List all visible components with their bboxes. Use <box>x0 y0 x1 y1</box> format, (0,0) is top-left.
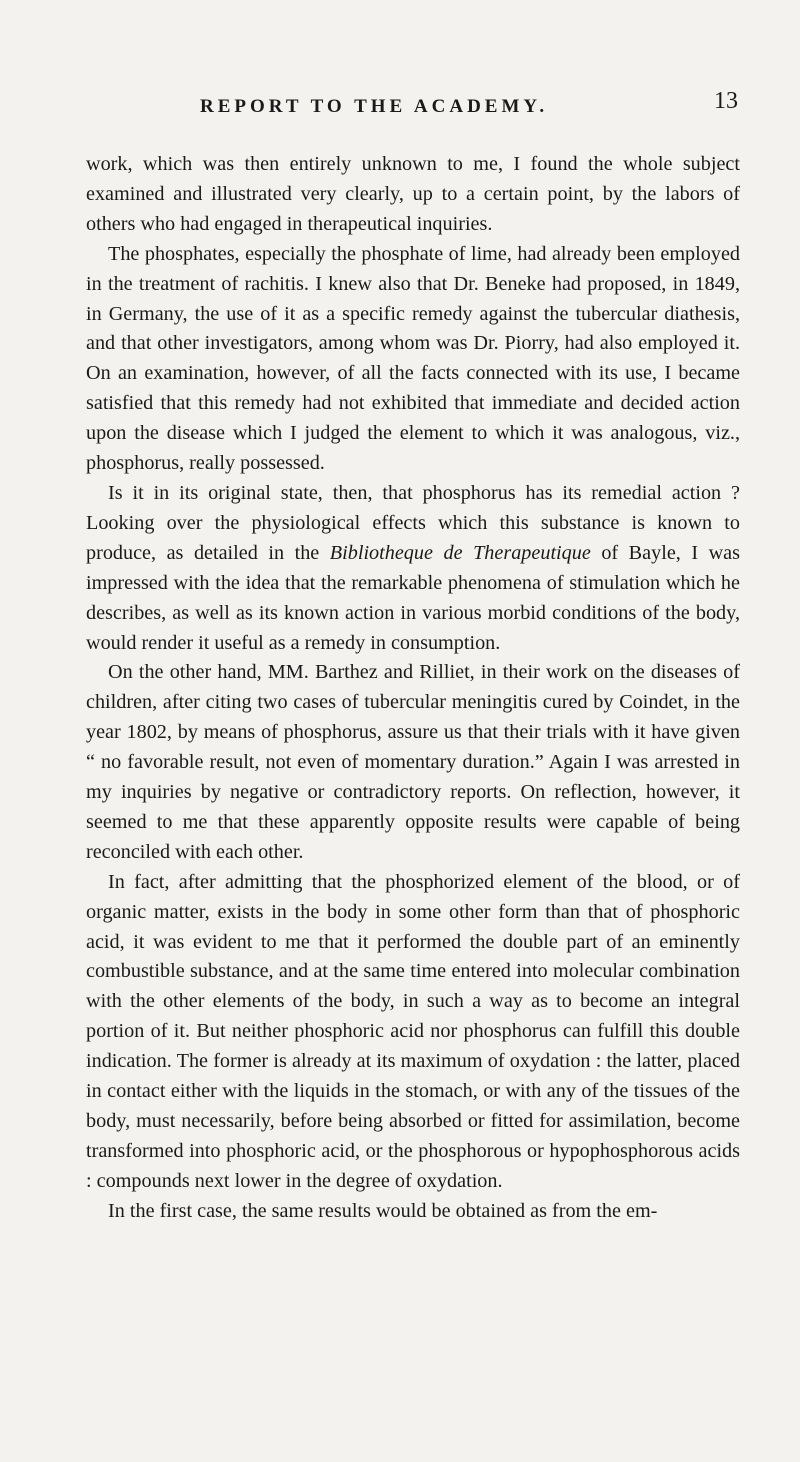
book-page <box>0 82 800 1462</box>
paragraph-2: The phosphates, especially the phosphate of lime, had already been employed in the treatment of rachitis. I knew also that Dr. Beneke had proposed, in 1849, in Germany, the use of it as a specific remedy against the tubercular diathesis, and that other investigators, among whom was Dr. Piorry, had also employed it. On an examination, however, of all the facts connected with its use, I became satisfied that this remedy had not exhibited that immediate and decided action upon the disease which I judged the element to which it was analogous, viz., phosphorus, really possessed. <box>86 242 740 475</box>
paragraph-3-before: Is it in its original state, then, that phosphorus has its remedial action ? Looking over the physiological effects which this substance is known to produce, as detailed in the <box>86 481 740 564</box>
running-head <box>86 82 740 138</box>
paragraph-4: On the other hand, MM. Barthez and Rilliet, in their work on the diseases of children, after citing two cases of tubercular meningitis cured by Coindet, in the year 1802, by means of phosphorus, assure us that their trials with it have given “ no favorable result, not even of momentary duration.” Again I was arrested in my inquiries by negative or contradictory reports. On reflection, however, it seemed to me that these apparently opposite results were capable of being reconciled with each other. <box>86 661 740 863</box>
page-number: 13 <box>714 88 738 114</box>
body-text <box>86 150 740 1227</box>
paragraph-5: In fact, after admitting that the phosphorized element of the blood, or of organic matter, exists in the body in some other form than that of phosphoric acid, it was evident to me that it performed the double part of an eminently combustible substance, and at the same time entered into molecular combination with the other elements of the body, in such a way as to become an integral portion of it. But neither phosphoric acid nor phosphorus can fulfill this double indication. The former is already at its maximum of oxydation : the latter, placed in contact either with the liquids in the stomach, or with any of the tissues of the body, must necessarily, before being absorbed or fitted for assimilation, become transformed into phosphoric acid, or the phosphorous or hypophosphorous acids : compounds next lower in the degree of oxydation. <box>86 870 740 1192</box>
paragraph-3-after: of Bayle, I was impressed with the idea that the remarkable phenomena of stimulation which he describes, as well as its known action in various morbid conditions of the body, would render it useful as a remedy in consumption. <box>86 541 740 654</box>
paragraph-3 <box>86 479 740 658</box>
paragraph-6: In the first case, the same results would be obtained as from the em- <box>108 1199 658 1222</box>
running-title: REPORT TO THE ACADEMY. <box>200 96 549 117</box>
paragraph-1: work, which was then entirely unknown to me, I found the whole subject examined and illustrated very clearly, up to a certain point, by the labors of others who had engaged in therapeutical inquiries. <box>86 153 740 235</box>
book-title-italic: Bibliotheque de Therapeutique <box>329 541 591 564</box>
